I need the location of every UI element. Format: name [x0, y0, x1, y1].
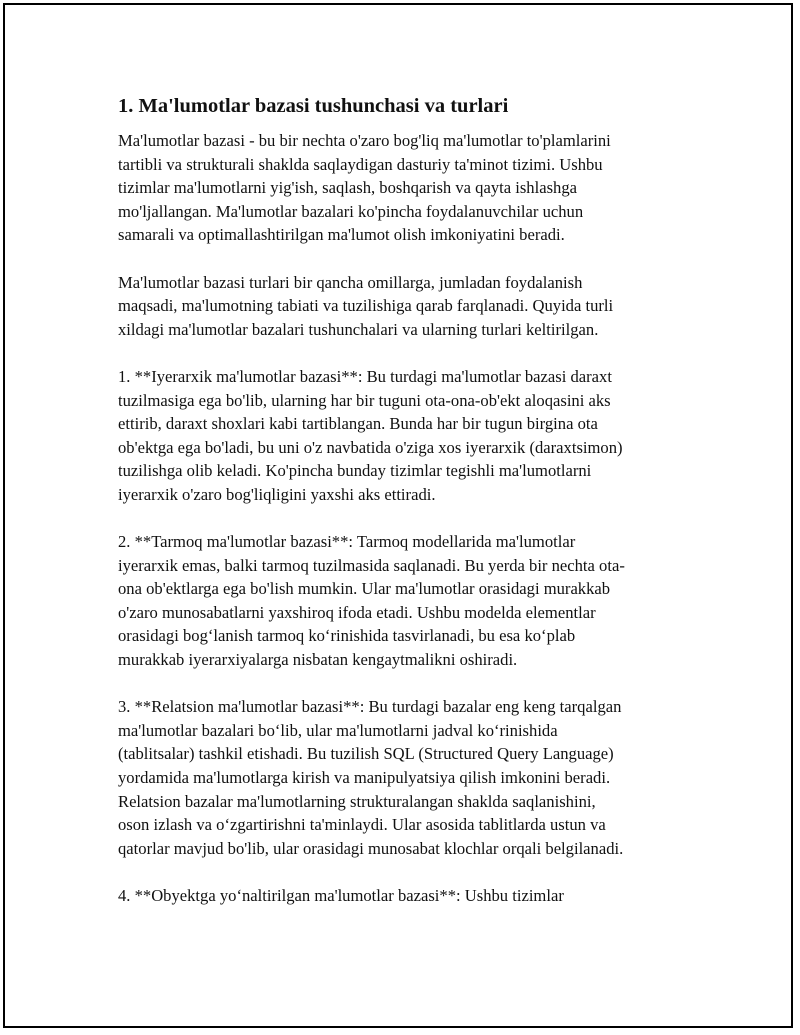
paragraph-line: (tablitsalar) tashkil etishadi. Bu tuzilish SQL (Structured Query Language)	[118, 744, 614, 764]
paragraph-line: Ma'lumotlar bazasi - bu bir nechta o'zaro bog'liq ma'lumotlar to'plamlarini	[118, 131, 611, 150]
paragraph-line: orasidagi bog‘lanish tarmoq ko‘rinishida tasvirlanadi, bu esa ko‘plab	[118, 626, 576, 646]
paragraph-line: tartibli va strukturali shaklda saqlaydigan dasturiy ta'minot tizimi. Ushbu	[118, 154, 603, 174]
paragraph-line: 4. **Obyektga yo‘naltirilgan ma'lumotlar bazasi**: Ushbu tizimlar	[118, 886, 564, 905]
paragraph-line: 1. **Iyerarxik ma'lumotlar bazasi**: Bu turdagi ma'lumotlar bazasi daraxt	[118, 366, 612, 386]
paragraph-relational-db	[118, 695, 684, 860]
paragraph-line: 3. **Relatsion ma'lumotlar bazasi**: Bu turdagi bazalar eng keng tarqalgan	[118, 697, 622, 717]
paragraph-line: murakkab iyerarxiyalarga nisbatan kengaytmalikni oshiradi.	[118, 650, 518, 670]
paragraph-line: Relatsion bazalar ma'lumotlarning strukturalangan shaklda saqlanishini,	[118, 791, 596, 811]
paragraph-line: tuzilmasiga ega bo'lib, ularning har bir tuguni ota-ona-ob'ekt aloqasini aks	[118, 390, 611, 410]
paragraph-line: mo'ljallangan. Ma'lumotlar bazalari ko'pincha foydalanuvchilar uchun	[118, 201, 584, 221]
paragraph-line: tizimlar ma'lumotlarni yig'ish, saqlash, boshqarish va qayta ishlashga	[118, 178, 577, 198]
paragraph-line: ob'ektga ega bo'ladi, bu uni o'z navbatida o'ziga xos iyerarxik (daraxtsimon)	[118, 437, 623, 457]
paragraph-line: maqsadi, ma'lumotning tabiati va tuzilishiga qarab farqlanadi. Quyida turli	[118, 296, 614, 316]
paragraph-line: yordamida ma'lumotlarga kirish va manipulyatsiya qilish imkonini beradi.	[118, 768, 611, 788]
paragraph-line: xildagi ma'lumotlar bazalari tushunchalari va ularning turlari keltirilgan.	[118, 319, 599, 339]
paragraph-line: iyerarxik o'zaro bog'liqligini yaxshi aks ettiradi.	[118, 484, 436, 504]
paragraph-object-oriented-db	[118, 884, 684, 908]
paragraph-intro	[118, 129, 684, 247]
paragraph-line: ma'lumotlar bazalari bo‘lib, ular ma'lumotlarni jadval ko‘rinishida	[118, 720, 558, 740]
paragraph-line: o'zaro munosabatlarni yaxshiroq ifoda etadi. Ushbu modelda elementlar	[118, 602, 596, 622]
paragraph-line: qatorlar mavjud bo'lib, ular orasidagi munosabat klochlar orqali belgilanadi.	[118, 838, 624, 858]
paragraph-line: iyerarxik emas, balki tarmoq tuzilmasida saqlanadi. Bu yerda bir nechta ota-	[118, 555, 625, 575]
document-body	[118, 93, 684, 931]
paragraph-line: samarali va optimallashtirilgan ma'lumot olish imkoniyatini beradi.	[118, 225, 565, 245]
paragraph-line: tuzilishga olib keladi. Ko'pincha bunday tizimlar tegishli ma'lumotlarni	[118, 461, 592, 481]
paragraph-line: Ma'lumotlar bazasi turlari bir qancha omillarga, jumladan foydalanish	[118, 272, 583, 292]
paragraph-line: 2. **Tarmoq ma'lumotlar bazasi**: Tarmoq modellarida ma'lumotlar	[118, 532, 576, 552]
paragraph-network-db	[118, 530, 684, 672]
paragraph-types-overview	[118, 271, 684, 342]
section-heading: 1. Ma'lumotlar bazasi tushunchasi va turlari	[118, 95, 509, 117]
paragraph-line: ettirib, daraxt shoxlari kabi tartiblangan. Bunda har bir tugun birgina ota	[118, 414, 598, 434]
paragraph-line: oson izlash va o‘zgartirishni ta'minlaydi. Ular asosida tablitlarda ustun va	[118, 815, 606, 835]
paragraph-hierarchical-db	[118, 365, 684, 507]
paragraph-line: ona ob'ektlarga ega bo'lish mumkin. Ular ma'lumotlar orasidagi murakkab	[118, 579, 611, 599]
